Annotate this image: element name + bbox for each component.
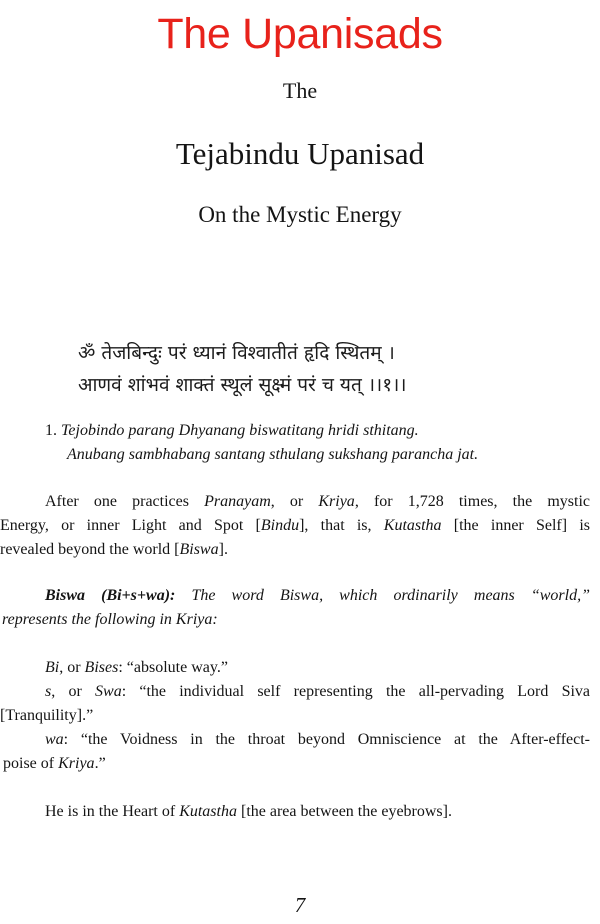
term-wa: wa (45, 731, 64, 748)
para1-line-2 (0, 514, 590, 538)
def-s-line-2 (0, 704, 583, 728)
term-bindu: Bindu (260, 517, 300, 534)
verse-number: 1. (45, 422, 57, 439)
def-bi (45, 656, 600, 680)
para3 (45, 800, 600, 824)
term-bises: Bises (84, 659, 119, 676)
term-swa: Swa (95, 683, 122, 700)
text-run: [the area between the eyebrows]. (236, 803, 452, 820)
def-s-line-1 (45, 680, 590, 704)
biswa-heading: Biswa (Bi+s+wa): (45, 587, 176, 604)
term-kutastha: Kutastha (383, 517, 442, 534)
text-run: represents the following in Kriya: (2, 611, 218, 628)
para1-line-1 (45, 490, 590, 514)
text-run: [the inner Self] is (441, 517, 590, 534)
term-kriya: Kriya (58, 755, 95, 772)
verse-text-2: Anubang sambhabang santang sthulang sukshang parancha jat. (67, 446, 479, 463)
page-subtitle: On the Mystic Energy (198, 202, 402, 227)
text-run: : “the Voidness in the throat beyond Omniscience at the After-effect- (63, 731, 590, 748)
text-run: : “the individual self representing the all-pervading Lord Siva (121, 683, 591, 700)
text-run: , or (51, 683, 96, 700)
text-run: [Tranquility].” (0, 707, 94, 724)
def-wa-line-2 (3, 752, 586, 776)
text-run: ], that is, (299, 517, 384, 534)
para2-line-1 (45, 584, 590, 608)
text-run: After one practices (45, 493, 205, 510)
term-s: s (45, 683, 52, 700)
text-run: , or (59, 659, 85, 676)
verse-text-1: Tejobindo parang Dhyanang biswatitang hridi sthitang. (61, 422, 419, 439)
page-title: Tejabindu Upanisad (175, 136, 425, 171)
verse-line-1 (45, 419, 565, 443)
text-run: ]. (218, 541, 228, 558)
text-run: revealed beyond the world [ (0, 541, 180, 558)
text-run: poise of (3, 755, 59, 772)
text-run: The word Biswa, which ordinarily means “world,” (175, 587, 591, 604)
text-run: : “absolute way.” (118, 659, 228, 676)
def-wa-line-1 (45, 728, 590, 752)
text-run: , or (270, 493, 319, 510)
term-kriya: Kriya (318, 493, 355, 510)
page-banner: The Upanisads (157, 10, 443, 58)
verse-line-2 (67, 443, 587, 467)
para1-line-3 (0, 538, 583, 562)
text-run: , for 1,728 times, the mystic (354, 493, 591, 510)
sanskrit-line-2: आणवं शांभवं शाक्तं स्थूलं सूक्ष्मं परं च यत् ।।१।। (78, 374, 407, 396)
term-pranayam: Pranayam (204, 493, 271, 510)
para2-line-2 (2, 608, 585, 632)
text-run: He is in the Heart of (45, 803, 180, 820)
term-biswa: Biswa (179, 541, 219, 558)
text-run: Energy, or inner Light and Spot [ (0, 517, 261, 534)
term-kutastha: Kutastha (179, 803, 237, 820)
heading-the: The (282, 78, 318, 103)
term-bi: Bi (45, 659, 60, 676)
page-number: 7 (294, 893, 306, 917)
sanskrit-line-1: ॐ तेजबिन्दुः परं ध्यानं विश्वातीतं हृदि स्थितम् । (78, 342, 395, 364)
text-run: .” (94, 755, 106, 772)
